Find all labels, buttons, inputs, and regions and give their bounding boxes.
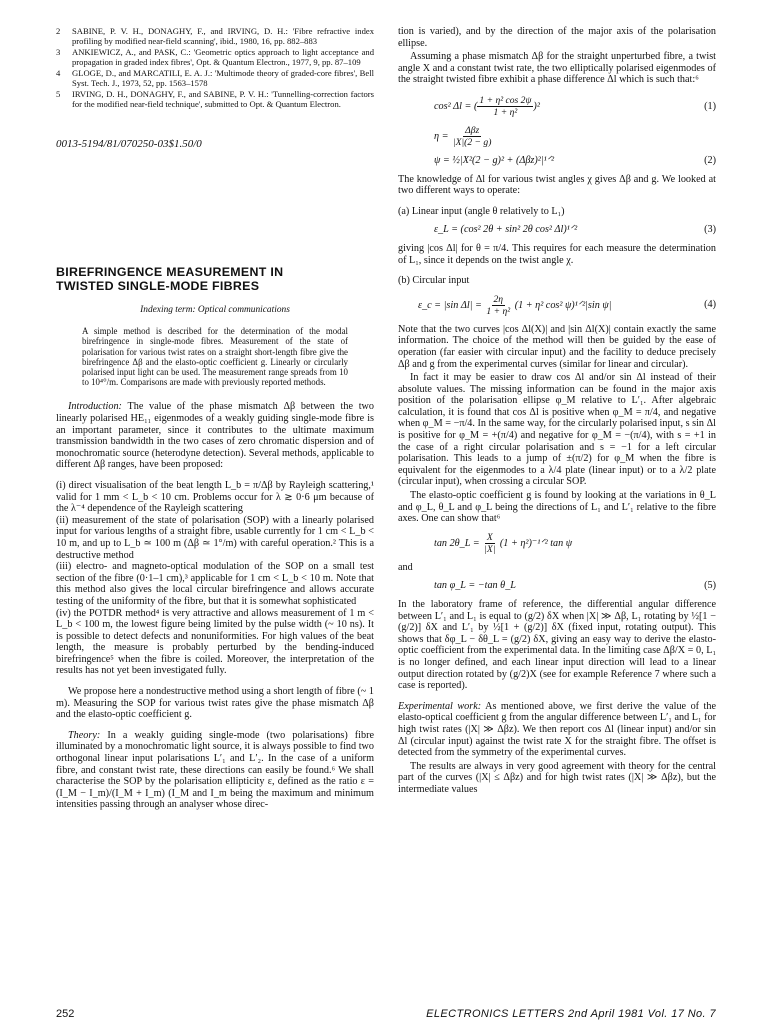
experimental-paragraph: Experimental work: As mentioned above, we first derive the value of the elasto-optical coefficient g from the angular difference between L′₁ and L₁ for high twist rates (|X| ≫ Δβz). We then report cos Δl (linear input) and/or sin Δl (circular input) against the twist rate X for the straight fibre. The offset is detected from the symmetry of the experimental curves. [398,700,717,759]
journal-footer: ELECTRONICS LETTERS 2nd April 1981 Vol. 17 No. 7 [426,1008,716,1020]
introduction-paragraph: Introduction: The value of the phase mismatch Δβ between the two linearly polarised HE₁₁ eigenmodes of a weakly guiding single-mode fibre is an important parameter, since it contributes to the ultimate maximum transmission bandwidth in the two cases of zero chromatic dispersion and of monochromatic source (heterodyne detection). Several methods, applicable to different Δβ ranges, have been proposed: [56,401,374,471]
paragraph: The results are always in very good agreement with theory for the central part of the curves (|X| ≤ Δβz) and for high twist rates (|X| ≫ Δβz), but the intermediate values [398,760,716,795]
method-list [56,480,374,677]
abstract: A simple method is described for the determination of the modal birefringence in single-mode fibres. Measurement of the state of polarisation for various twist rates on a straight short-length fibre give the birefringence Δβ and the elasto-optic coefficient g. Linearly or circularly polarised input light can be used. The measurement range spreads from 10 to 10⁴°/m. Comparisons are made with previously reported methods. [82,326,348,388]
case-label: (a) Linear input (angle θ relatively to L₁) [398,205,565,217]
paragraph: tion is varied), and by the direction of the major axis of the polarisation ellipse. [398,26,716,49]
equation-4: ε_c = |sin Δl| = $\frac{2\eta}{\text{1 + η²}}$ (1 + η² cos² ψ)¹ᐟ²|sin ψ| (4) [418,293,716,317]
equation-eta: η = $\frac{\text{Δβz}}{|X|(2 - g)}$ [434,124,492,148]
reference-item: 4 GLOGE, D., and MARCATILI, E. A. J.: 'Multimode theory of graded-core fibres', Bell Syst. Tech. J., 1973, 52, pp. 1563–1578 [56,68,374,88]
paragraph: giving |cos Δl| for θ = π/4. This requires for each measure the determination of L₁, since it depends on the twist angle χ. [398,242,716,266]
paragraph: The elasto-optic coefficient g is found by looking at the variations in θ_L and φ_L, θ_L and φ_L being the directions of L₁ and L′₁ relative to the fibre axes. One can show that⁶ [398,490,716,525]
equation-1: cos² Δl = ( $\frac{\text{1 + η² cos 2ψ}}{\text{1 + η²}}$ )² (1) [434,94,716,118]
paragraph: Assuming a phase mismatch Δβ for the straight unperturbed fibre, a twist angle X and a constant twist rate, the two elliptically polarised eigenmodes of the straight twisted fibre exhibit a phase difference Δl which is such that:⁶ [398,51,716,86]
equation-5b: tan φ_L = −tan θ_L (5) [434,580,716,592]
paragraph: In the laboratory frame of reference, the differential angular difference between L′₁ and L₁ is equal to (g/2) δX when |X| ≫ Δβ, L₁ rotating by ½[1 − (g/2)] δX and L′₁ by ½[1 + (g/2)] δX (fixed input, rotating output). This shows that δφ_L − δθ_L = (g/2) δX, giving an easy way to derive the elasto-optic coefficient from the experimental data. In the limiting case Δβ/X = 0, L₁ is no longer defined, and each linear input direction will lead to a linear output direction rotated by (g/2)X (see for example Reference 7 where such a case is reported). [398,599,716,692]
paragraph: Note that the two curves |cos Δl(X)| and |sin Δl(X)| contain exactly the same information. The choice of the method will then be guided by the ease of operation (far easier with circular input) and the facility to deduce precisely Δβ and g from the experimental curves (similar for linear and circular). [398,323,716,370]
paragraph: The knowledge of Δl for various twist angles χ gives Δβ and g. We looked at two different ways to operate: [398,173,716,197]
method-item: (ii) measurement of the state of polarisation (SOP) with a linearly polarised input for various lengths of a straight fibre, usable currently for 1 cm < L_b < 10 m, and up to L_b ≃ 100 m (Δβ ≃ 1°/m) with careful operation.² This is a destructive method [56,514,374,561]
proposal-paragraph: We propose here a nondestructive method using a short length of fibre (~ 1 m). Measuring the SOP for various twist rates give the phase mismatch Δβ and the elasto-optic coefficient g. [56,686,374,721]
equation-2: ψ = ½|X²(2 − g)² + (Δβz)²|¹ᐟ² (2) [434,154,716,166]
article-title: BIREFRINGENCE MEASUREMENT IN TWISTED SINGLE-MODE FIBRES [56,264,284,293]
case-label: (b) Circular input [398,275,470,287]
equation-3: ε_L = (cos² 2θ + sin² 2θ cos² Δl)¹ᐟ² (3) [434,224,716,236]
right-column [398,26,716,805]
doi-code: 0013-5194/81/070250-03$1.50/0 [56,138,202,150]
method-item: (iv) the POTDR method⁴ is very attractive and allows measurement of 1 m < L_b < 100 m, the lowest figure being limited by the pulse width (~ 10 ns). It is possible to detect defects and nonuniformities. For high values of the beat length, the measure is probably perturbed by the bending-induced birefringence⁵ when the fibre is coiled. Moreover, the interpretation of the results has not yet been investigated fully. [56,607,374,677]
method-item: (i) direct visualisation of the beat length L_b = π/Δβ by Rayleigh scattering,¹ valid for 1 mm < L_b < 10 cm. Problems occur for λ ≳ 0·6 μm because of the λ⁻⁴ dependence of the Rayleigh scattering [56,479,374,515]
reference-list [56,26,374,109]
theory-paragraph: Theory: In a weakly guiding single-mode (two polarisations) fibre illuminated by a monochromatic light source, it is always possible to find two orthogonal linear input polarisations L′₁ and L′₂. In the case of a uniform fibre, and constant twist rate, these directions can easily be found.⁶ We shall characterise the SOP by the polarisation ellipticity ε, defined as the ratio ε = (I_M − I_m)/(I_M + I_m) (I_M and I_m being the maximum and minimum intensities passing through an analyser whose direc- [56,729,374,811]
equation-5a: tan 2θ_L = $\frac{X}{|X|}$ (1 + η²)⁻¹ᐟ² tan ψ [434,531,573,555]
paragraph: In fact it may be easier to draw cos Δl and/or sin Δl instead of their absolute values. The missing information can be found in the major axis position of the polarisation ellipse φ_M relative to L′₁. After algebraic calculation, it is found that cos Δl is positive when φ_M = π/4, and negative when φ_M = −π/4. In the same way, for the circularly polarised input, s sin Δl is positive for φ_M = +(π/4) and negative for φ_M = −(π/4), with s = +1 in the case of a right circular polarisation and s = −1 for a left circular polarisation. This leads to a jump of ±(π/2) for φ_M when the fibre is equivalent for the eigenmodes to a λ/4 plate (linear input) or to a λ/2 plate (circular input), when crossing a circular SOP. [398,372,716,488]
reference-item: 5 IRVING, D. H., DONAGHY, F., and SABINE, P. V. H.: 'Tunnelling-correction factors for the modified near-field technique', submitted to Opt. & Quantum Electron. [56,89,374,109]
left-column [56,26,374,820]
and-word: and [398,561,413,573]
reference-item: 2 SABINE, P. V. H., DONAGHY, F., and IRVING, D. H.: 'Fibre refractive index profiling by modified near-field scanning', ibid., 1980, 16, pp. 882–883 [56,26,374,46]
indexing-terms: Indexing term: Optical communications [140,304,290,315]
page-number: 252 [56,1008,75,1020]
reference-item: 3 ANKIEWICZ, A., and PASK, C.: 'Geometric optics approach to light acceptance and propagation in graded index fibres', Opt. & Quantum Electron., 1977, 9, pp. 87–109 [56,47,374,67]
method-item: (iii) electro- and magneto-optical modulation of the SOP on a small test section of the fibre (0·1–1 cm),³ applicable for 1 cm < L_b < 10 m. Note that this method also gives the local circular birefringence and allows accurate testing of the uniformity of the fibre, but that it is somewhat sophisticated [56,561,374,607]
